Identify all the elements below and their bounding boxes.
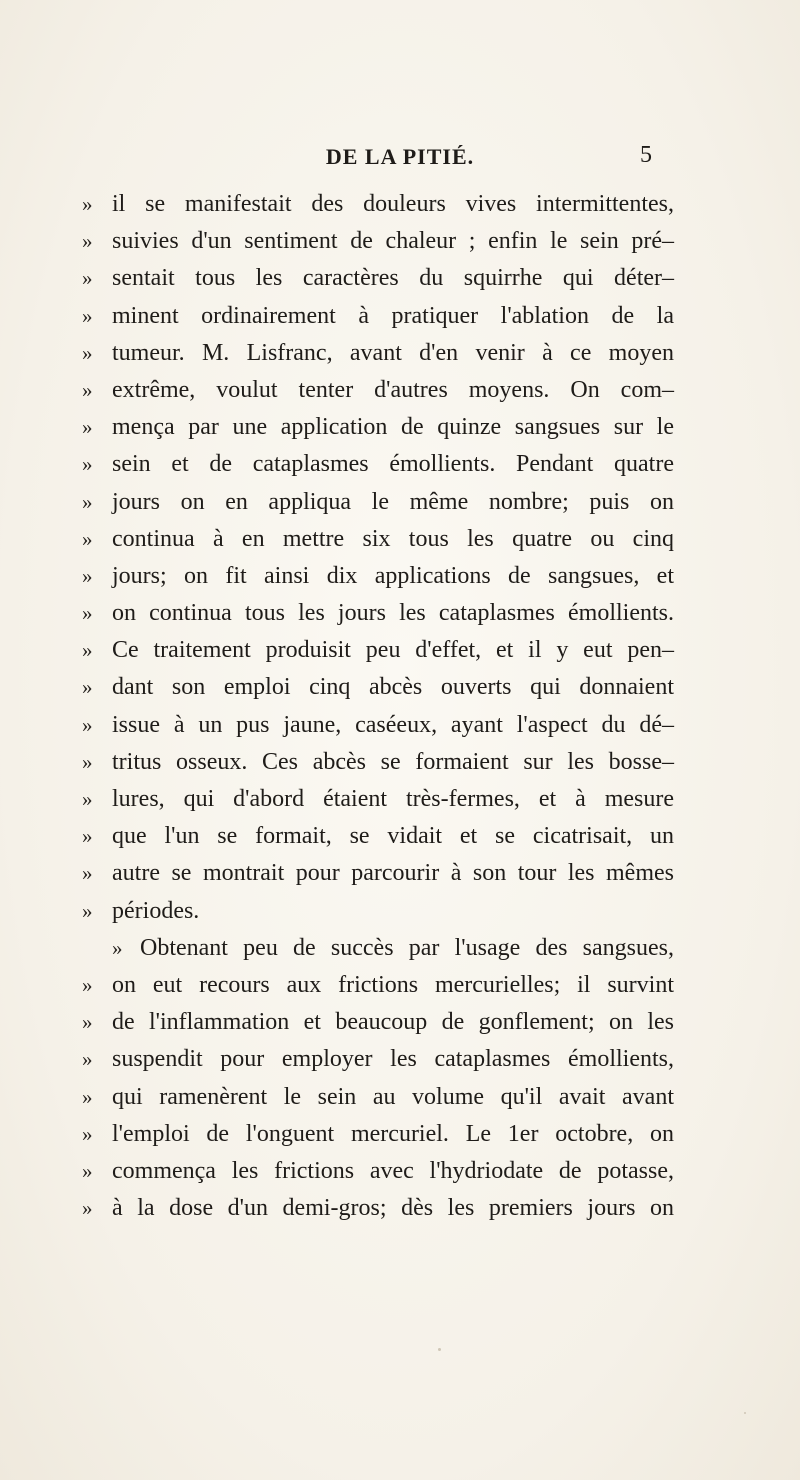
line-text: commença les frictions avec l'hydriodate de potasse,: [112, 1157, 674, 1184]
line-text: autre se montrait pour parcourir à son tour les mêmes: [112, 860, 674, 887]
quote-mark: »: [82, 1084, 93, 1109]
quote-mark: »: [112, 935, 123, 960]
line-text: suivies d'un sentiment de chaleur ; enfin le sein pré–: [112, 228, 674, 255]
text-line: [82, 669, 674, 706]
line-text: sentait tous les caractères du squirrhe qui déter–: [112, 265, 674, 292]
text-line: [82, 1116, 674, 1153]
text-line: [82, 818, 674, 855]
line-text: qui ramenèrent le sein au volume qu'il avait avant: [112, 1083, 674, 1110]
text-line: [82, 1190, 674, 1227]
line-text: lures, qui d'abord étaient très-fermes, et à mesure: [112, 786, 674, 812]
text-line: [82, 1153, 674, 1190]
line-text: jours on en appliqua le même nombre; puis on: [112, 488, 674, 515]
paper-speck: [744, 1412, 746, 1414]
text-line: [82, 223, 674, 260]
line-text: de l'inflammation et beaucoup de gonflement; on les: [112, 1009, 674, 1036]
quote-mark: »: [82, 340, 93, 365]
text-line: [82, 446, 674, 483]
text-line: [82, 484, 674, 521]
line-text: tritus osseux. Ces abcès se formaient sur les bosse–: [112, 748, 674, 775]
line-text: Ce traitement produisit peu d'effet, et il y eut pen–: [112, 637, 674, 664]
text-line: [82, 744, 674, 781]
quote-mark: »: [82, 526, 93, 551]
text-line: [82, 930, 674, 967]
text-line: [82, 335, 674, 372]
quote-mark: »: [82, 1196, 93, 1221]
text-line: [82, 372, 674, 409]
text-line: [82, 521, 674, 558]
text-line: [82, 632, 674, 669]
line-text: suspendit pour employer les cataplasmes émollients,: [112, 1046, 674, 1073]
line-text: continua à en mettre six tous les quatre ou cinq: [112, 525, 674, 552]
running-title: DE LA PITIÉ.: [325, 144, 475, 169]
quote-mark: »: [82, 1047, 93, 1072]
text-line: [82, 1079, 674, 1116]
line-text: minent ordinairement à pratiquer l'ablation de la: [112, 302, 674, 329]
text-line: [82, 707, 674, 744]
quote-mark: »: [82, 452, 93, 477]
line-text: il se manifestait des douleurs vives intermittentes,: [112, 191, 674, 217]
line-text: Obtenant peu de succès par l'usage des sangsues,: [140, 934, 674, 961]
quote-mark: »: [82, 675, 93, 700]
text-line: [82, 558, 674, 595]
quote-mark: »: [82, 563, 93, 588]
quote-mark: »: [82, 712, 93, 737]
quote-mark: »: [82, 1158, 93, 1183]
quote-mark: »: [82, 489, 93, 514]
line-text: périodes.: [112, 897, 200, 924]
quote-mark: »: [82, 898, 93, 923]
quote-mark: »: [82, 749, 93, 774]
text-line: [82, 1041, 674, 1078]
page-header: [0, 138, 800, 178]
text-line: [82, 260, 674, 297]
text-line: [82, 967, 674, 1004]
quote-mark: »: [82, 787, 93, 811]
quote-mark: »: [82, 1010, 93, 1035]
line-text: extrême, voulut tenter d'autres moyens. On com–: [112, 376, 674, 403]
line-text: mença par une application de quinze sangsues sur le: [112, 414, 674, 441]
quote-mark: »: [82, 1121, 93, 1146]
text-line: [82, 893, 662, 930]
text-line: [82, 781, 674, 818]
quote-mark: »: [82, 824, 93, 849]
quote-mark: »: [82, 377, 93, 402]
text-line: [82, 1004, 674, 1041]
line-text: sein et de cataplasmes émollients. Pendant quatre: [112, 451, 674, 478]
line-text: jours; on fit ainsi dix applications de sangsues, et: [112, 562, 674, 589]
line-text: tumeur. M. Lisfranc, avant d'en venir à ce moyen: [112, 339, 674, 366]
line-text: issue à un pus jaune, caséeux, ayant l'aspect du dé–: [112, 711, 674, 738]
line-text: l'emploi de l'onguent mercuriel. Le 1er octobre, on: [112, 1120, 674, 1147]
text-line: [82, 298, 674, 335]
line-text: dant son emploi cinq abcès ouverts qui donnaient: [112, 674, 674, 701]
line-text: on eut recours aux frictions mercurielles; il survint: [112, 971, 674, 998]
quote-mark: »: [82, 972, 93, 997]
line-text: à la dose d'un demi-gros; dès les premiers jours on: [112, 1195, 674, 1222]
text-line: [82, 595, 674, 632]
paper-speck: [438, 1348, 441, 1351]
text-line: [82, 409, 674, 446]
text-line: [82, 855, 674, 892]
quote-mark: »: [82, 192, 93, 216]
text-line: [82, 186, 674, 223]
quote-mark: »: [82, 303, 93, 328]
page-number: 5: [640, 142, 652, 168]
quote-mark: »: [82, 601, 93, 626]
body-text: [82, 186, 674, 1227]
quote-mark: »: [82, 861, 93, 886]
quote-mark: »: [82, 266, 93, 291]
quote-mark: »: [82, 229, 93, 254]
line-text: on continua tous les jours les cataplasmes émollients.: [112, 600, 674, 627]
quote-mark: »: [82, 638, 93, 663]
line-text: que l'un se formait, se vidait et se cicatrisait, un: [112, 823, 674, 850]
quote-mark: »: [82, 415, 93, 440]
